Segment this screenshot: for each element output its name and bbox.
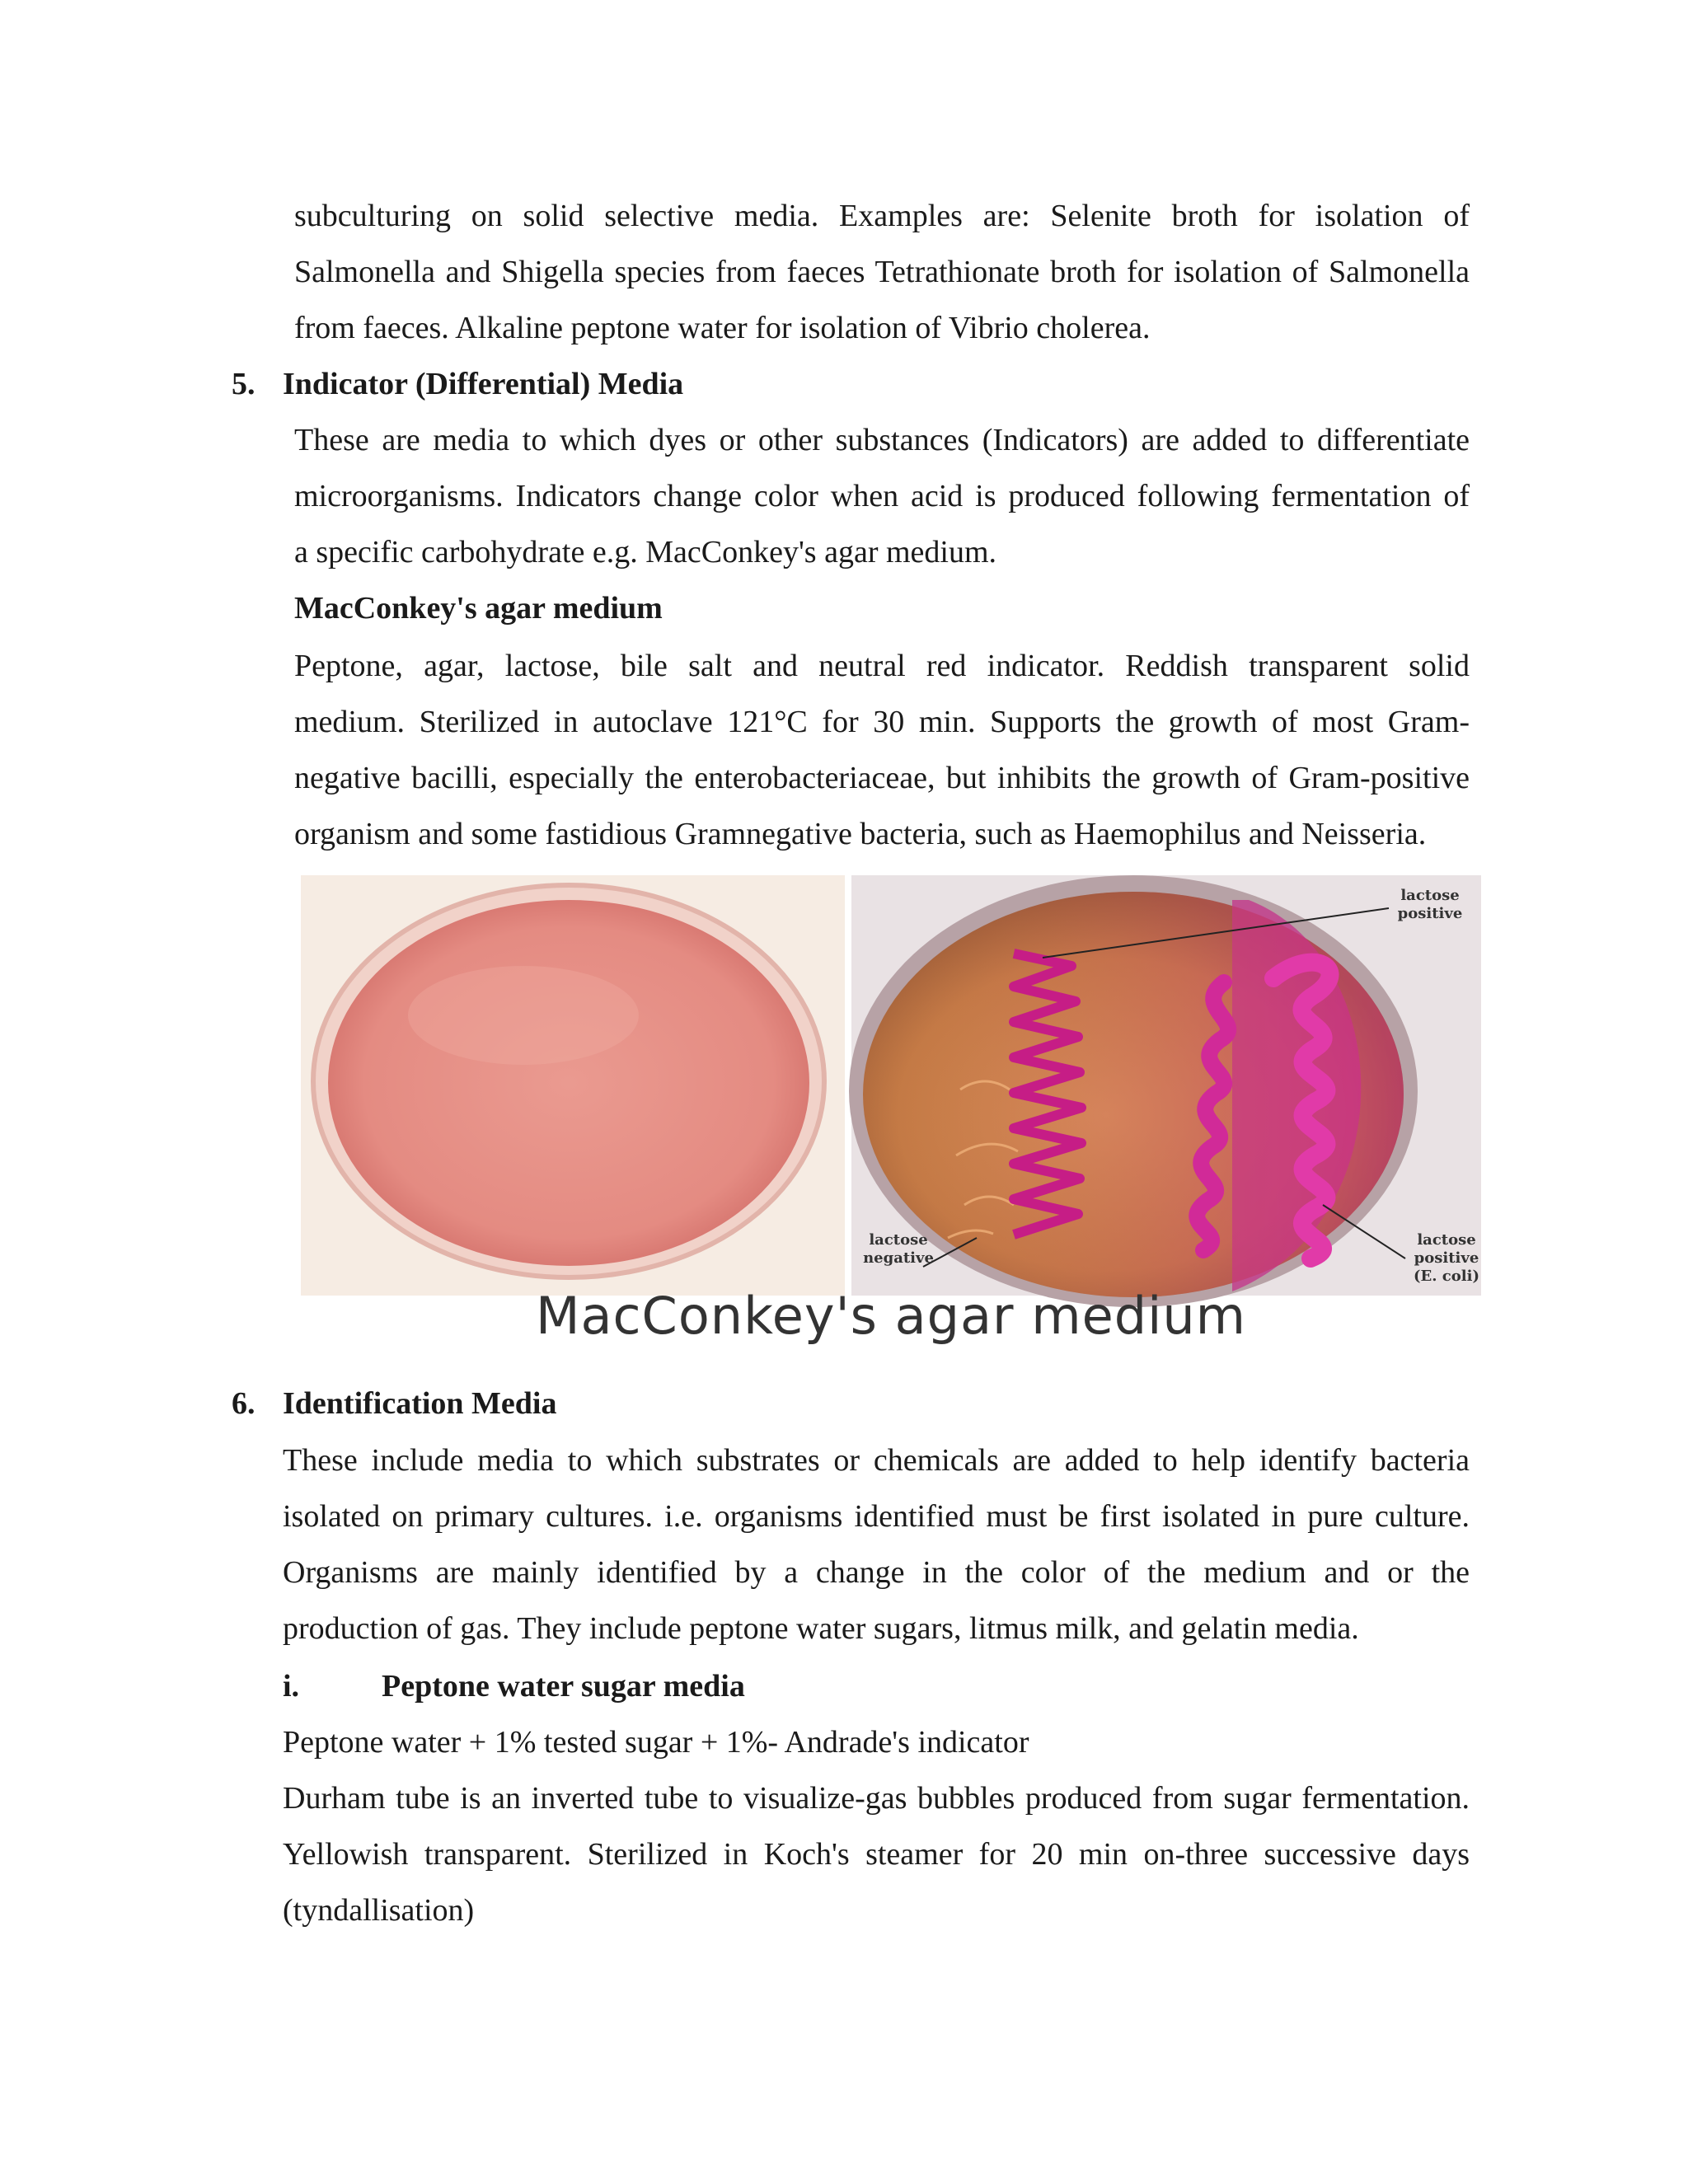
text-line: These are media to which dyes or other substances (Indicators) are added to differentiate: [294, 423, 1470, 457]
text-line: (tyndallisation): [283, 1893, 475, 1928]
section5-paragraph: [294, 412, 1470, 580]
text-line: microorganisms. Indicators change color when acid is produced following fermentation of: [294, 479, 1470, 513]
label-lactose-positive-top: lactose: [1400, 887, 1460, 904]
text-line: subculturing on solid selective media. Examples are: Selenite broth for isolation of: [294, 199, 1470, 233]
sub-number: i.: [283, 1669, 300, 1704]
text-line: Peptone, agar, lactose, bile salt and neutral red indicator. Reddish transparent solid: [294, 649, 1470, 683]
text-line: These include media to which substrates or chemicals are added to help identify bacteria: [283, 1443, 1470, 1478]
text-line: from faeces. Alkaline peptone water for isolation of Vibrio cholerea.: [294, 311, 1151, 345]
section-title: Indicator (Differential) Media: [283, 367, 684, 401]
text-line: Yellowish transparent. Sterilized in Koch's steamer for 20 min on-three successive days: [283, 1837, 1470, 1872]
text-line: a specific carbohydrate e.g. MacConkey's agar medium.: [294, 535, 997, 569]
subheading-macconkey: MacConkey's agar medium: [294, 591, 663, 626]
label-positive-top: positive: [1397, 905, 1463, 922]
text-line: Peptone water + 1% tested sugar + 1%- Andrade's indicator: [283, 1725, 1029, 1760]
label-positive-bottom: positive: [1414, 1249, 1479, 1267]
label-e-coli: (E. coli): [1414, 1268, 1479, 1285]
text-line: Salmonella and Shigella species from faeces Tetrathionate broth for isolation of Salmonella: [294, 255, 1470, 289]
text-line: production of gas. They include peptone water sugars, litmus milk, and gelatin media.: [283, 1611, 1359, 1646]
label-lactose-negative: lactose: [869, 1231, 928, 1249]
section-number: 5.: [232, 367, 256, 401]
section-number: 6.: [232, 1386, 256, 1421]
label-negative: negative: [863, 1249, 934, 1267]
peptone-paragraph: [283, 1714, 1470, 1938]
section6-paragraph: [283, 1432, 1470, 1657]
text-line: medium. Sterilized in autoclave 121°C for 30 min. Supports the growth of most Gram-: [294, 705, 1470, 739]
section-title: Identification Media: [283, 1386, 557, 1421]
label-lactose-positive-bottom: lactose: [1417, 1231, 1476, 1249]
section-heading-5: [232, 363, 683, 405]
intro-paragraph: [294, 188, 1470, 356]
macconkey-agar-figure: [301, 875, 1481, 1349]
plain-agar-plate: [328, 900, 809, 1266]
text-line: isolated on primary cultures. i.e. organisms identified must be first isolated in pure culture.: [283, 1499, 1470, 1534]
figure-caption: MacConkey's agar medium: [535, 1286, 1247, 1346]
subheading-peptone-water: [283, 1666, 745, 1707]
text-line: organism and some fastidious Gramnegative bacteria, such as Haemophilus and Neisseria.: [294, 817, 1427, 851]
text-line: Durham tube is an inverted tube to visualize-gas bubbles produced from sugar fermentation.: [283, 1781, 1470, 1816]
text-line: Organisms are mainly identified by a change in the color of the medium and or the: [283, 1555, 1470, 1590]
sub-title: Peptone water sugar media: [382, 1669, 745, 1704]
section-heading-6: [232, 1383, 556, 1424]
macconkey-paragraph: [294, 638, 1470, 862]
text-line: negative bacilli, especially the enterobacteriaceae, but inhibits the growth of Gram-positive: [294, 761, 1470, 795]
